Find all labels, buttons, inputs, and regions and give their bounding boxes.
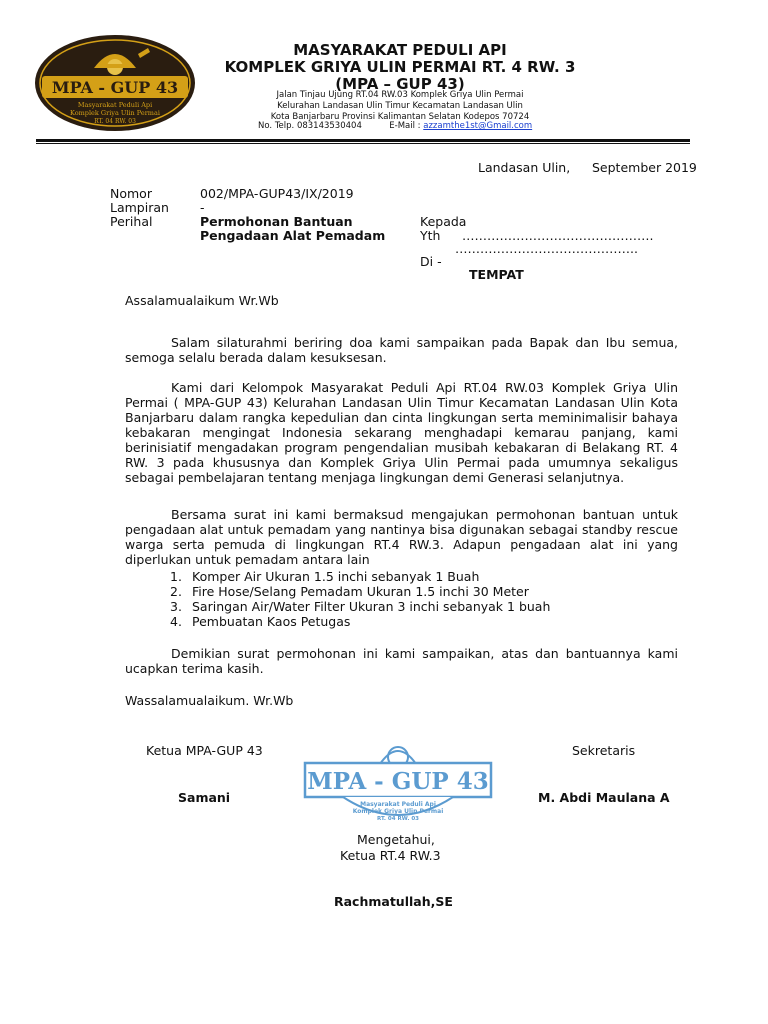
paragraph-3 (125, 507, 678, 567)
logo-subtext-3: RT. 04 RW. 03 (94, 118, 136, 125)
lampiran-value: - (200, 200, 205, 215)
logo-subtext-2: Komplek Griya Ulin Permai (70, 109, 160, 117)
stamp-text: MPA - GUP 43 (307, 768, 489, 795)
organization-logo (34, 34, 196, 132)
perihal-label: Perihal (110, 214, 153, 229)
letter-date: September 2019 (592, 160, 697, 175)
list-item (170, 614, 550, 629)
closing-paragraph (125, 646, 678, 676)
paragraph-2 (125, 380, 678, 485)
tempat-label: TEMPAT (469, 267, 524, 282)
center-signer-title-1: Mengetahui, (357, 832, 435, 847)
greeting: Assalamualaikum Wr.Wb (125, 293, 279, 308)
address-line-1: Jalan Tinjau Ujung RT.04 RW.03 Komplek Griya Ulin Permai (276, 90, 524, 100)
list-item-number: 3. (170, 599, 182, 614)
address-line-2: Kelurahan Landasan Ulin Timur Kecamatan Landasan Ulin (277, 101, 523, 111)
list-item-text: Fire Hose/Selang Pemadam Ukuran 1.5 inchi 30 Meter (192, 584, 529, 599)
paragraph-2-text: Kami dari Kelompok Masyarakat Peduli Api RT.04 RW.03 Komplek Griya Ulin Permai ( MPA-GUP 43) Kelurahan Landasan Ulin Timur Kecamatan Landasan Ulin Kota Banjarbaru dalam rangka kepedulian dan cinta lingkungan serta meminimalisir bahaya kebakaran mengingat Indonesia sekarang menghadapi kemarau panjang, kami berinisiatif mengadakan program pengendalian musibah kebakaran di Belakang RT. 4 RW. 3 pada khususnya dan Komplek Griya Ulin Permai pada umumnya sekaligus sebagai pembelajaran tentang menjaga lingkungan demi Generasi selanjutnya. (125, 380, 678, 485)
recipient-dots-2: …………………………………….. (455, 241, 638, 256)
list-item-number: 2. (170, 584, 182, 599)
recipient-dots-1: ………………………………………. (462, 228, 654, 243)
center-signer-name: Rachmatullah,SE (334, 894, 453, 909)
center-signer-title-2: Ketua RT.4 RW.3 (340, 848, 441, 863)
phone-number: No. Telp. 083143530404 (258, 121, 362, 131)
header-divider-thin (36, 143, 690, 144)
list-item-text: Saringan Air/Water Filter Ukuran 3 inchi sebanyak 1 buah (192, 599, 551, 614)
organization-stamp (303, 733, 493, 829)
nomor-label: Nomor (110, 186, 152, 201)
list-item-text: Pembuatan Kaos Petugas (192, 614, 351, 629)
right-signer-name: M. Abdi Maulana A (538, 790, 670, 805)
org-name: MASYARAKAT PEDULI API (293, 41, 507, 59)
list-item-number: 1. (170, 569, 182, 584)
logo-text: MPA - GUP 43 (51, 78, 179, 97)
org-location: KOMPLEK GRIYA ULIN PERMAI RT. 4 RW. 3 (224, 58, 576, 76)
perihal-line-2: Pengadaan Alat Pemadam (200, 228, 386, 243)
contact-line (258, 121, 532, 131)
left-signer-name: Samani (178, 790, 231, 805)
list-item (170, 569, 550, 584)
kepada-label: Kepada (420, 214, 467, 229)
place-date: Landasan Ulin, (478, 160, 571, 175)
list-item (170, 584, 550, 599)
email-label: E-Mail : (389, 121, 421, 131)
yth-label: Yth (420, 228, 441, 243)
org-short-name: (MPA – GUP 43) (335, 75, 465, 93)
stamp-subtext-2: Komplek Griya Ulin Permai (352, 808, 444, 815)
right-signer-title: Sekretaris (572, 743, 636, 758)
list-item-text: Komper Air Ukuran 1.5 inchi sebanyak 1 Buah (192, 569, 480, 584)
list-item (170, 599, 550, 614)
paragraph-1-text: Salam silaturahmi beriring doa kami sampaikan pada Bapak dan Ibu semua, semoga selalu berada dalam kesuksesan. (125, 335, 678, 365)
email-link[interactable]: azzamthe1st@Gmail.com (423, 121, 533, 131)
header-divider-thick (36, 139, 690, 142)
left-signer-title: Ketua MPA-GUP 43 (146, 743, 263, 758)
address-line-3: Kota Banjarbaru Provinsi Kalimantan Selatan Kodepos 70724 (270, 112, 530, 122)
stamp-subtext-1: Masyarakat Peduli Api (360, 801, 436, 808)
nomor-value: 002/MPA-GUP43/IX/2019 (200, 186, 354, 201)
di-label: Di - (420, 254, 442, 269)
lampiran-label: Lampiran (110, 200, 169, 215)
paragraph-3-text: Bersama surat ini kami bermaksud mengajukan permohonan bantuan untuk pengadaan alat untuk pemadam yang nantinya bisa digunakan sebagai standby rescue warga serta pemuda di lingkungan RT.4 RW.3. Adapun pengadaan alat ini yang diperlukan untuk pemadam antara lain (125, 507, 678, 567)
closing-text: Demikian surat permohonan ini kami sampaikan, atas dan bantuannya kami ucapkan terima kasih. (125, 646, 678, 676)
farewell: Wassalamualaikum. Wr.Wb (125, 693, 294, 708)
list-item-number: 4. (170, 614, 182, 629)
perihal-line-1: Permohonan Bantuan (200, 214, 353, 229)
stamp-subtext-3: RT. 04 RW. 03 (377, 816, 419, 822)
logo-subtext-1: Masyarakat Peduli Api (77, 101, 153, 109)
equipment-list (170, 569, 550, 629)
paragraph-1 (125, 335, 678, 365)
